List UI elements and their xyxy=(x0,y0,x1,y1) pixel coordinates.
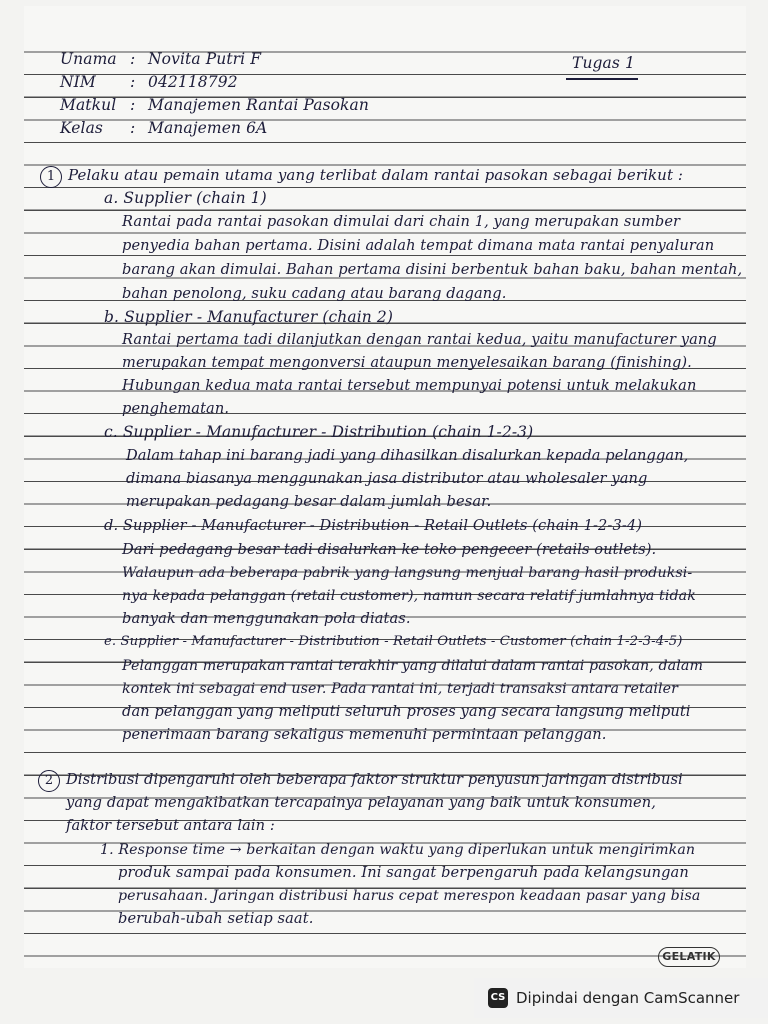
q1-a-line: Rantai pada rantai pasokan dimulai dari chain 1, yang merupakan sumber xyxy=(122,213,681,230)
q2-a-title: 1. Response time → berkaitan dengan waktu yang diperlukan untuk mengirimkan xyxy=(100,842,696,858)
q1-c-title: c. Supplier - Manufacturer - Distribution (chain 1-2-3) xyxy=(104,423,534,441)
q1-b-title: b. Supplier - Manufacturer (chain 2) xyxy=(104,308,394,326)
nama-separator: : xyxy=(130,50,136,68)
q1-e-line: penerimaan barang sekaligus memenuhi permintaan pelanggan. xyxy=(122,726,607,743)
matkul-separator: : xyxy=(130,96,136,114)
nim-separator: : xyxy=(130,73,136,91)
matkul-label: Matkul xyxy=(60,96,117,114)
q1-d-line: Dari pedagang besar tadi disalurkan ke toko pengecer (retails outlets). xyxy=(122,541,657,558)
kelas-value: Manajemen 6A xyxy=(148,119,268,137)
q1-a-line: penyedia bahan pertama. Disini adalah tempat dimana mata rantai penyaluran xyxy=(122,237,715,254)
q1-b-line: Rantai pertama tadi dilanjutkan dengan rantai kedua, yaitu manufacturer yang xyxy=(122,331,717,348)
q1-d-line: Walaupun ada beberapa pabrik yang langsung menjual barang hasil produksi- xyxy=(122,565,693,581)
nim-value: 042118792 xyxy=(148,73,238,91)
question-2-intro-line: faktor tersebut antara lain : xyxy=(66,817,275,834)
question-2-intro-line: yang dapat mengakibatkan tercapainya pelayanan yang baik untuk konsumen, xyxy=(66,794,656,811)
q1-b-line: merupakan tempat mengonversi ataupun menyelesaikan barang (finishing). xyxy=(122,354,692,371)
q1-d-line: nya kepada pelanggan (retail customer), namun secara relatif jumlahnya tidak xyxy=(122,588,696,604)
q1-e-line: dan pelanggan yang meliputi seluruh proses yang secara langsung meliputi xyxy=(122,703,691,720)
q1-a-title: a. Supplier (chain 1) xyxy=(104,189,267,207)
question-2-number: 2 xyxy=(38,770,60,792)
question-1-number: 1 xyxy=(40,166,62,188)
nim-label: NIM xyxy=(60,73,96,91)
nama-label: Unama xyxy=(60,50,117,68)
q1-a-line: bahan penolong, suku cadang atau barang dagang. xyxy=(122,285,507,302)
kelas-separator: : xyxy=(130,119,136,137)
question-1-intro: Pelaku atau pemain utama yang terlibat dalam rantai pasokan sebagai berikut : xyxy=(68,166,684,184)
question-2-intro-line: Distribusi dipengaruhi oleh beberapa faktor struktur penyusun jaringan distribusi xyxy=(66,771,683,788)
q1-e-line: kontek ini sebagai end user. Pada rantai ini, terjadi transaksi antara retailer xyxy=(122,681,679,697)
tugas-underline xyxy=(566,78,638,80)
nama-value: Novita Putri F xyxy=(148,50,262,68)
q2-a-line: produk sampai pada konsumen. Ini sangat berpengaruh pada kelangsungan xyxy=(118,864,689,881)
q2-a-line: perusahaan. Jaringan distribusi harus cepat merespon keadaan pasar yang bisa xyxy=(118,888,701,904)
camscanner-watermark xyxy=(474,978,768,1018)
q1-b-line: Hubungan kedua mata rantai tersebut mempunyai potensi untuk melakukan xyxy=(122,377,697,394)
tugas-label: Tugas 1 xyxy=(572,54,635,72)
q1-b-line: penghematan. xyxy=(122,400,230,417)
camscanner-logo-icon: CS xyxy=(488,988,508,1008)
q1-e-line: Pelanggan merupakan rantai terakhir yang dilalui dalam rantai pasokan, dalam xyxy=(122,658,703,674)
q1-c-line: merupakan pedagang besar dalam jumlah besar. xyxy=(126,493,492,510)
q2-a-line: berubah-ubah setiap saat. xyxy=(118,910,314,927)
q1-e-title: e. Supplier - Manufacturer - Distribution - Retail Outlets - Customer (chain 1-2-3-4-5) xyxy=(104,634,683,649)
q1-a-line: barang akan dimulai. Bahan pertama disini berbentuk bahan baku, bahan mentah, xyxy=(122,261,743,278)
camscanner-text: Dipindai dengan CamScanner xyxy=(516,989,740,1007)
q1-c-line: Dalam tahap ini barang jadi yang dihasilkan disalurkan kepada pelanggan, xyxy=(126,447,689,464)
notebook-page xyxy=(24,6,746,968)
gelatik-brand-logo: GELATIK xyxy=(658,947,720,967)
matkul-value: Manajemen Rantai Pasokan xyxy=(148,96,369,114)
q1-c-line: dimana biasanya menggunakan jasa distributor atau wholesaler yang xyxy=(126,470,648,487)
q1-d-title: d. Supplier - Manufacturer - Distribution - Retail Outlets (chain 1-2-3-4) xyxy=(104,517,643,534)
q1-d-line: banyak dan menggunakan pola diatas. xyxy=(122,610,411,627)
kelas-label: Kelas xyxy=(60,119,103,137)
